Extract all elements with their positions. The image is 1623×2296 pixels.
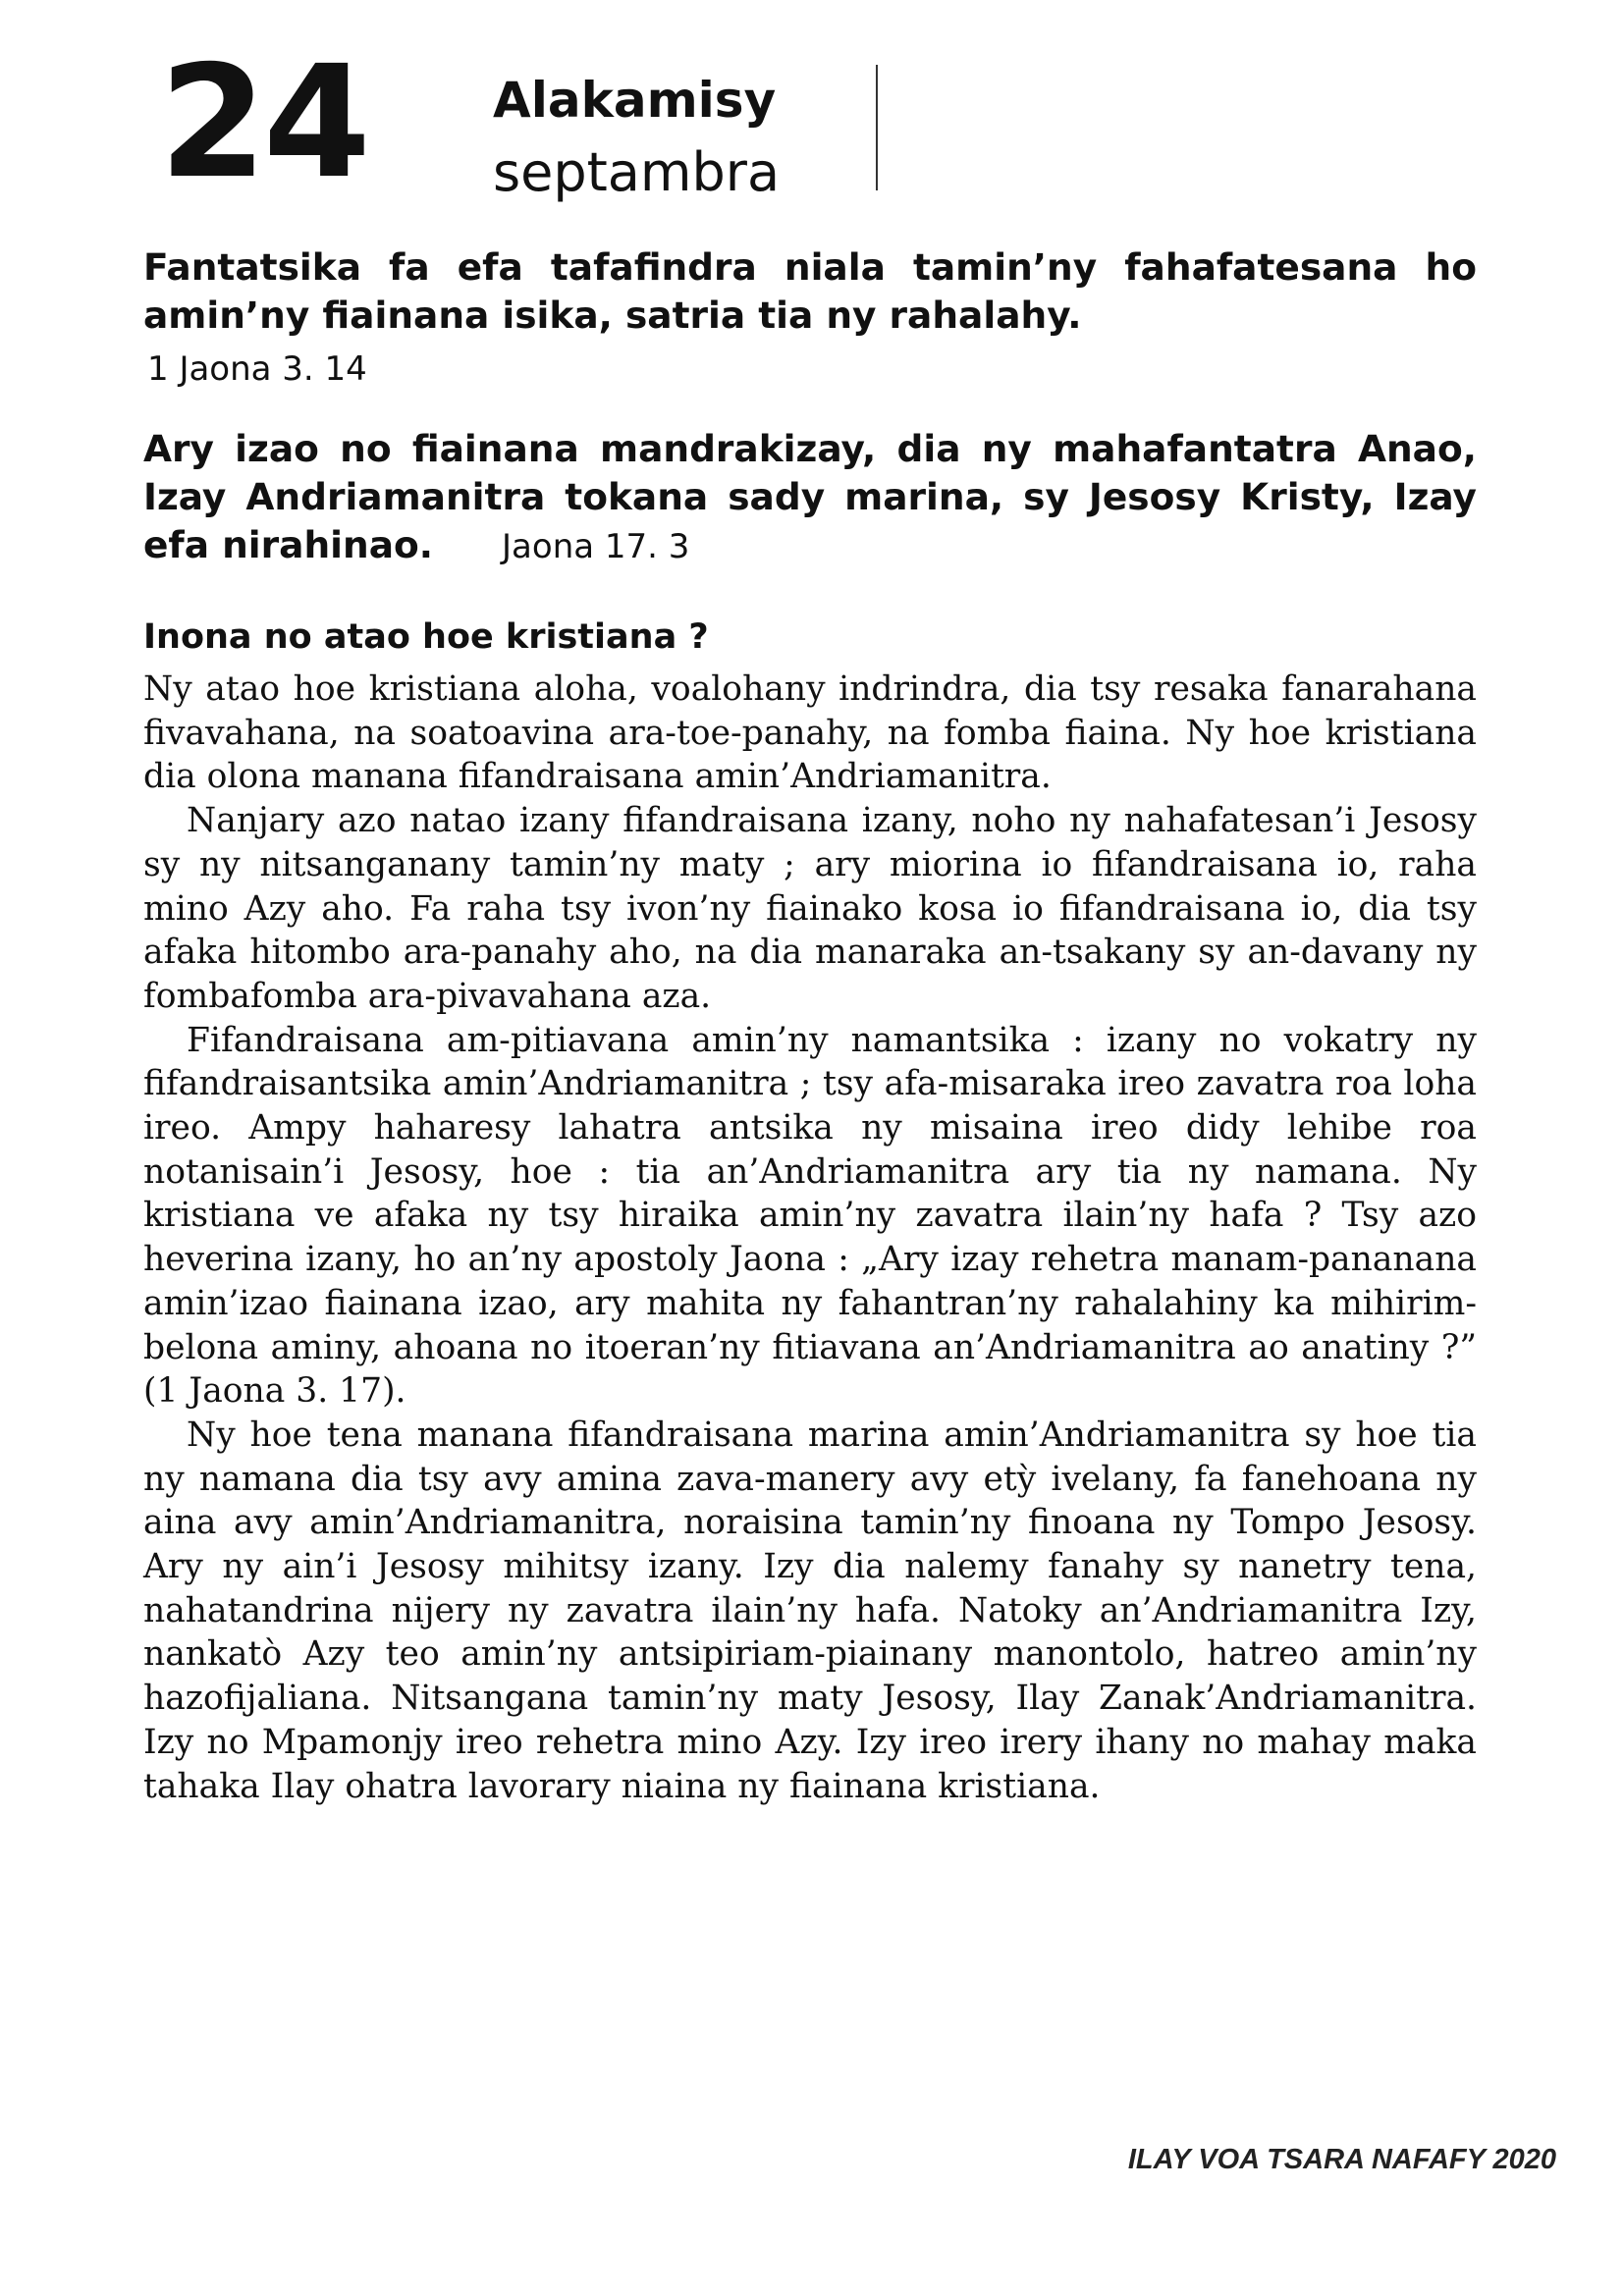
paragraph: Ny hoe tena manana fifandraisana marina amin’Andriamanitra sy hoe tia ny namana dia tsy avy amina zava-manery avy etỳ ivelany, fa fanehoana ny aina avy amin’Andriamanitra, noraisina tamin’ny finoana ny Tompo Jesosy. Ary ny ain’i Jesosy mihitsy izany. Izy dia nalemy fanahy sy nanetry tena, nahatandrina nijery ny zavatra ilain’ny hafa. Natoky an’Andriamanitra Izy, nankatò Azy teo amin’ny antsipiriam-piainany manontolo, hatreo amin’ny hazofijaliana. Nitsangana tamin’ny maty Jesosy, Ilay Zanak’Andriamanitra. Izy no Mpamonjy ireo rehetra mino Azy. Izy ireo irery ihany no mahay maka tahaka Ilay ohatra lavorary niaina ny fiainana kristiana. [143,1415,1477,1806]
footer-publication-title: ILAY VOA TSARA NAFAFY 2020 [1127,2144,1556,2175]
verse-2 [143,425,1477,571]
paragraph: Ny atao hoe kristiana aloha, voalohany indrindra, dia tsy resaka fanarahana fivavahana, na soatoavina ara-toe-panahy, na fomba fiaina. Ny hoe kristiana dia olona manana fifandraisana amin’Andriamanitra. [143,669,1477,797]
verse-1-reference: 1 Jaona 3. 14 [147,349,367,389]
day-number: 24 [159,32,367,213]
verse-2-text: Ary izao no fiainana mandrakizay, dia ny mahafantatra Anao, Izay Andriamanitra tokana sady marina, sy Jesosy Kristy, Izay efa nirahinao. [143,427,1477,566]
body-text [143,667,1477,1808]
date-header [159,32,1141,213]
verse-1-text: Fantatsika fa efa tafafindra niala tamin’ny fahafatesana ho amin’ny fiainana isika, satria tia ny rahalahy. [143,245,1477,337]
paragraph: Fifandraisana am-pitiavana amin’ny namantsika : izany no vokatry ny fifandraisantsika amin’Andriamanitra ; tsy afa-misaraka ireo zavatra roa loha ireo. Ampy haharesy lahatra antsika ny misaina ireo didy lehibe roa notanisain’i Jesosy, hoe : tia an’Andriamanitra ary tia ny namana. Ny kristiana ve afaka ny tsy hiraika amin’ny zavatra ilain’ny hafa ? Tsy azo heverina izany, ho an’ny apostoly Jaona : „Ary izay rehetra manam-pananana amin’izao fiainana izao, ary mahita ny fahantran’ny rahalahiny ka mihirim-belona aminy, ahoana no itoeran’ny fitiavana an’Andriamanitra ao anatiny ?” (1 Jaona 3. 17). [143,1020,1477,1412]
paragraph: Nanjary azo natao izany fifandraisana izany, noho ny nahafatesan’i Jesosy sy ny nitsanganany tamin’ny maty ; ary miorina io fifandraisana io, raha mino Azy aho. Fa raha tsy ivon’ny fiainako kosa io fifandraisana io, dia tsy afaka hitombo ara-panahy aho, na dia manaraka an-tsakany sy an-davany ny fombafomba ara-pivavahana aza. [143,801,1477,1016]
header-divider [876,65,878,190]
month-label: septambra [493,141,781,203]
verse-2-reference: Jaona 17. 3 [502,527,690,566]
verse-1 [143,243,1477,340]
weekday-label: Alakamisy [493,72,777,129]
section-title: Inona no atao hoe kristiana ? [143,617,709,657]
